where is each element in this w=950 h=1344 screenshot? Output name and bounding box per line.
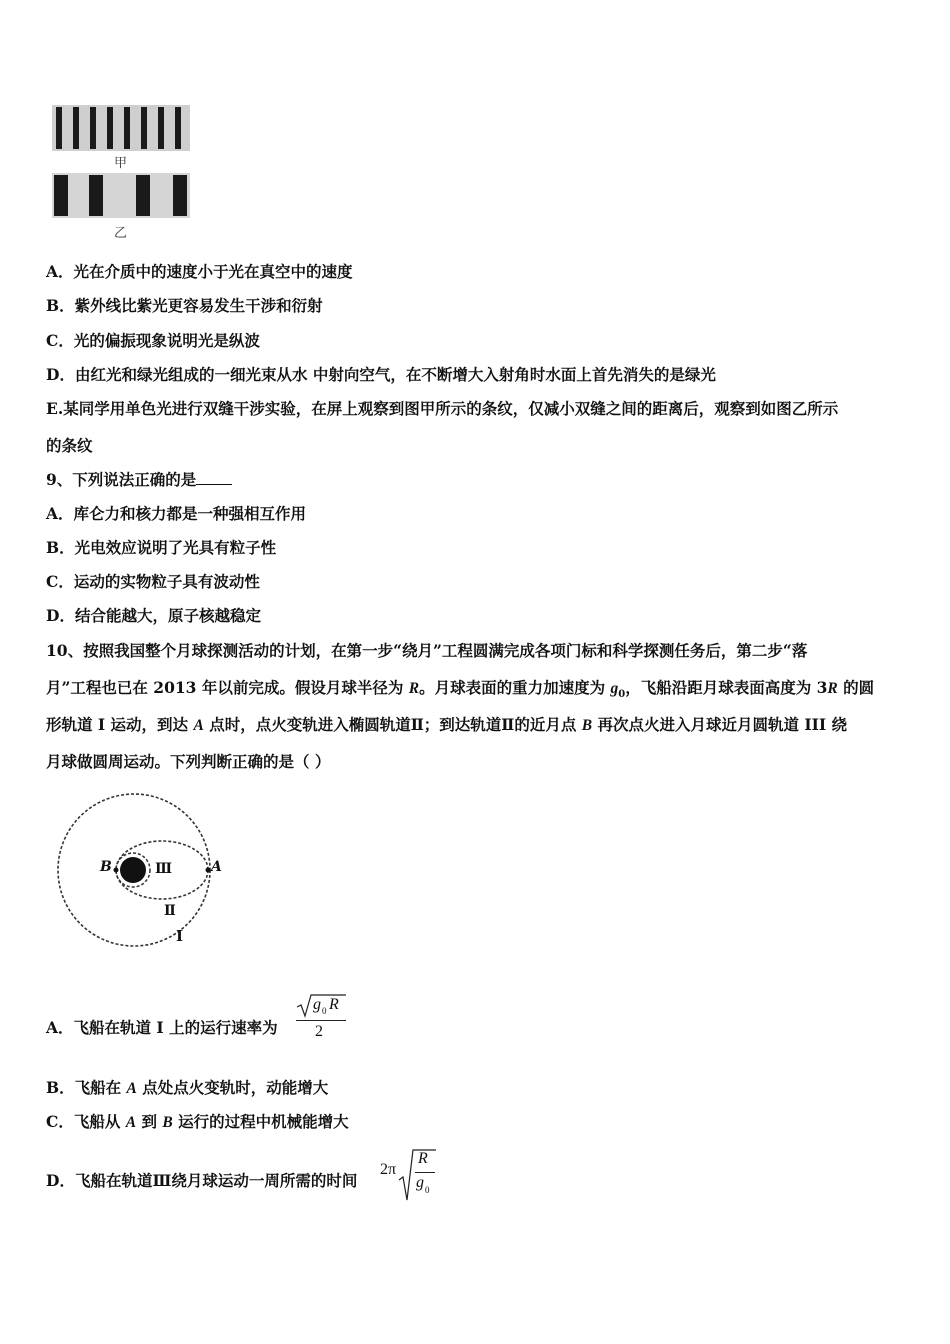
q9-option-c: C．运动的实物粒子具有波动性: [46, 572, 260, 591]
figure-label-jia: 甲: [114, 156, 128, 171]
var-B: B: [581, 717, 593, 734]
q10-option-c: [46, 1112, 349, 1133]
q10-b-text: 点处点火变轨时，动能增大: [136, 1078, 329, 1097]
q9-stem-text: 9、下列说法正确的是: [46, 470, 197, 489]
var-R: R: [408, 680, 420, 697]
fraction-bar: [296, 1020, 346, 1021]
q9-option-a: A．库仑力和核力都是一种强相互作用: [46, 504, 307, 523]
interference-figure: [52, 105, 192, 240]
formula-den: 2: [315, 1023, 323, 1040]
moon-body: [120, 857, 146, 883]
q10-stem-line2: [46, 678, 874, 705]
q8-option-d: D．由红光和绿光组成的一细光束从水 中射向空气，在不断增大入射角时水面上首先消失的是绿光: [46, 365, 716, 384]
subscript-0: 0: [618, 689, 626, 701]
q10-option-a: A．飞船在轨道 I 上的运行速率为: [46, 1018, 278, 1037]
orbit-label-iii: Ⅲ: [155, 861, 173, 877]
orbit-label-b: B: [100, 859, 112, 875]
point-b-dot: [114, 868, 119, 873]
q10-option-b: [46, 1078, 328, 1099]
q8-option-e-line1: E.某同学用单色光进行双缝干涉实验，在屏上观察到图甲所示的条纹，仅减小双缝之间的距离后，观察到如图乙所示: [46, 399, 839, 418]
formula-g: g: [416, 1174, 424, 1191]
q10-c-text: 运行的过程中机械能增大: [172, 1112, 349, 1131]
q10-text: 。月球表面的重力加速度为: [419, 678, 611, 697]
q9-answer-blank: [196, 470, 232, 485]
q8-option-a: A．光在介质中的速度小于光在真空中的速度: [46, 262, 353, 281]
q10-c-text: C．飞船从: [46, 1112, 126, 1131]
var-A: A: [193, 717, 204, 734]
orbit-figure: [52, 790, 222, 950]
q9-stem: [46, 470, 232, 490]
q10-text: 点时，点火变轨进入椭圆轨道Ⅱ；到达轨道Ⅱ的近月点: [203, 715, 582, 734]
formula-sub0: 0: [425, 1185, 430, 1195]
figure-label-yi: 乙: [114, 226, 128, 241]
interference-stripes-graphic: [52, 105, 192, 240]
point-a-dot: [206, 868, 211, 873]
q10-text: 形轨道 I 运动，到达: [46, 715, 194, 734]
var-A: A: [125, 1114, 137, 1131]
q10-text: 的圆: [837, 678, 875, 697]
q10-stem-line4: 月球做圆周运动。下列判断正确的是（ ）: [46, 752, 331, 771]
formula-g: g: [313, 996, 321, 1013]
q10-text: 再次点火进入月球近月圆轨道 III 绕: [592, 715, 848, 734]
q9-option-b: B．光电效应说明了光具有粒子性: [46, 538, 277, 557]
q10-text: ，飞船沿距月球表面高度为 3: [625, 678, 828, 697]
var-A: A: [126, 1080, 137, 1097]
var-B: B: [162, 1114, 173, 1131]
q10-b-text: B．飞船在: [46, 1078, 127, 1097]
formula-2pi-sqrt-R-over-g0: [380, 1148, 440, 1204]
orbit-label-a: A: [211, 859, 222, 875]
q8-option-b: B．紫外线比紫光更容易发生干涉和衍射: [46, 296, 323, 315]
orbit-diagram: [52, 790, 222, 950]
q8-option-e-line2: 的条纹: [46, 436, 93, 455]
formula-sqrt-g0R-over-2: [296, 993, 356, 1045]
q10-text: 月”工程也已在 2013 年以前完成。假设月球半径为: [46, 678, 409, 697]
q10-stem-line1: 10、按照我国整个月球探测活动的计划，在第一步“绕月”工程圆满完成各项门标和科学探测任务后，第二步“落: [46, 641, 808, 660]
q10-c-text: 到: [136, 1112, 163, 1131]
q10-option-d: D．飞船在轨道Ⅲ绕月球运动一周所需的时间: [46, 1171, 358, 1190]
q8-option-c: C．光的偏振现象说明光是纵波: [46, 331, 260, 350]
formula-R: R: [329, 996, 339, 1013]
formula-R: R: [418, 1150, 428, 1167]
var-g0: g: [610, 680, 619, 697]
var-R: R: [827, 680, 838, 697]
q10-stem-line3: [46, 715, 847, 736]
formula-sub0: 0: [322, 1006, 327, 1016]
orbit-label-ii: Ⅱ: [164, 903, 176, 919]
fraction-bar: [415, 1172, 435, 1173]
q9-option-d: D．结合能越大，原子核越稳定: [46, 606, 261, 625]
formula-2pi: 2π: [380, 1161, 397, 1178]
orbit-label-i: Ⅰ: [176, 927, 184, 945]
